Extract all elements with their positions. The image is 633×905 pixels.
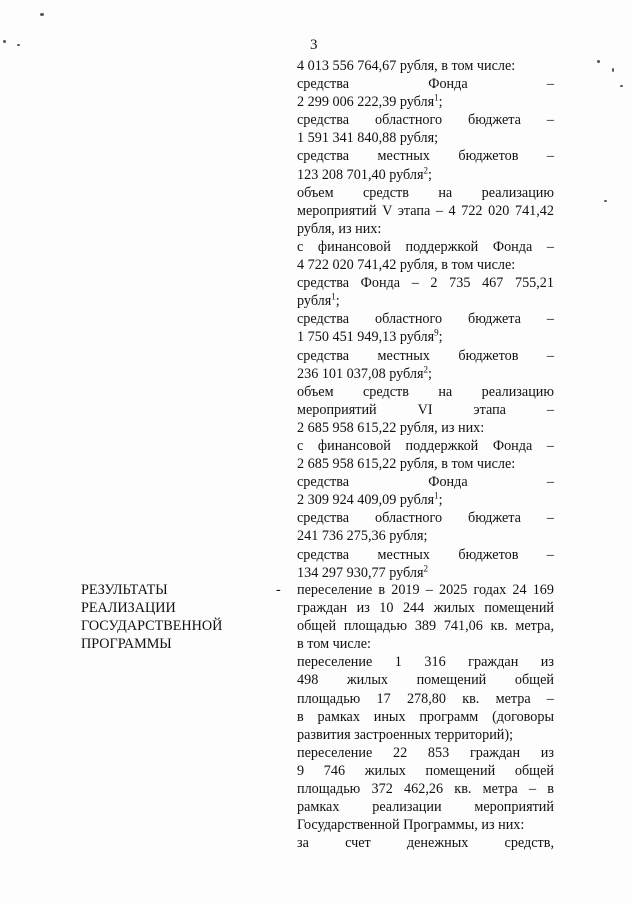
footnote-marker: 2 [423, 164, 429, 175]
scan-speck [612, 68, 614, 72]
finance-line: с финансовой поддержкой Фонда – [297, 238, 554, 255]
section-label-line: РЕАЛИЗАЦИИ [81, 600, 176, 617]
results-line: 9 746 жилых помещений общей [297, 762, 554, 779]
results-line: переселение 22 853 граждан из [297, 744, 554, 761]
finance-line: средства местных бюджетов – [297, 347, 554, 364]
finance-line: 241 736 275,36 рубля; [297, 528, 428, 545]
finance-line: 2 685 958 615,22 рубля, в том числе: [297, 456, 516, 473]
results-line: Государственной Программы, из них: [297, 817, 525, 834]
section-label-line: ГОСУДАРСТВЕННОЙ [81, 618, 223, 635]
finance-line: средства областного бюджета – [297, 311, 554, 328]
finance-line: мероприятий VI этапа – [297, 401, 554, 418]
finance-line: 2 309 924 409,09 рубля$^1$; [297, 490, 443, 509]
finance-line: 123 208 701,40 рубля$^2$; [297, 164, 432, 183]
finance-line: средства областного бюджета – [297, 112, 554, 129]
results-line: рамках реализации мероприятий [297, 799, 554, 816]
footnote-marker: 1 [331, 291, 336, 302]
results-line: площадью 17 278,80 кв. метра – [297, 690, 554, 707]
finance-line: средства местных бюджетов – [297, 148, 554, 165]
finance-line: средства местных бюджетов – [297, 546, 554, 563]
finance-line: 1 591 341 840,88 рубля; [297, 130, 439, 147]
scan-speck [40, 13, 44, 16]
results-line: переселение 1 316 граждан из [297, 654, 554, 671]
footnote-marker: 2 [423, 562, 429, 573]
results-line: переселение в 2019 – 2025 годах 24 169 [297, 582, 554, 598]
finance-line: рубля$^1$; [297, 291, 340, 310]
finance-line: 4 722 020 741,42 рубля, в том числе: [297, 257, 516, 274]
scan-speck [620, 85, 623, 87]
results-column [297, 581, 554, 852]
finance-line: 134 297 930,77 рубля$^2$ [297, 562, 429, 581]
section-label-line: ПРОГРАММЫ [81, 636, 172, 653]
page-number: 3 [310, 37, 318, 53]
finance-line: 236 101 037,08 рубля$^2$; [297, 363, 432, 382]
footnote-marker: 2 [423, 363, 429, 374]
finance-line: объем средств на реализацию [297, 184, 554, 201]
finance-line: 4 013 556 764,67 рубля, в том числе: [297, 58, 516, 74]
scan-speck [3, 40, 6, 43]
footnote-marker: 1 [434, 490, 439, 501]
results-line: в том числе: [297, 636, 371, 653]
finance-line: объем средств на реализацию [297, 383, 554, 400]
results-line: площадью 372 462,26 кв. метра – в [297, 781, 554, 798]
label-dash: - [276, 582, 281, 598]
finance-line: рубля, из них: [297, 220, 382, 237]
finance-line: 2 685 958 615,22 рубля, из них: [297, 419, 485, 436]
finance-line: средства областного бюджета – [297, 510, 554, 527]
finance-line: 2 299 006 222,39 рубля$^1$; [297, 92, 443, 111]
results-line: развития застроенных территорий); [297, 726, 514, 743]
section-label [81, 581, 256, 653]
footnote-marker: 1 [434, 92, 439, 103]
finance-line: с финансовой поддержкой Фонда – [297, 437, 554, 454]
results-line: за счет денежных средств, [297, 835, 554, 852]
scan-speck [604, 200, 607, 202]
scan-speck [17, 44, 20, 46]
finance-line: мероприятий V этапа – 4 722 020 741,42 [297, 202, 554, 219]
finance-line: средства Фонда – 2 735 467 755,21 [297, 275, 554, 292]
results-line: в рамках иных программ (договоры [297, 708, 554, 725]
section-label-line: РЕЗУЛЬТАТЫ [81, 582, 168, 598]
results-line: общей площадью 389 741,06 кв. метра, [297, 618, 554, 635]
finance-line: 1 750 451 949,13 рубля$^9$; [297, 327, 443, 346]
results-line: граждан из 10 244 жилых помещений [297, 600, 554, 617]
finance-line: средства Фонда – [297, 474, 554, 491]
results-line: 498 жилых помещений общей [297, 672, 554, 689]
finance-line: средства Фонда – [297, 76, 554, 93]
scan-speck [597, 60, 600, 63]
finance-column [297, 57, 554, 582]
footnote-marker: 9 [434, 327, 439, 338]
